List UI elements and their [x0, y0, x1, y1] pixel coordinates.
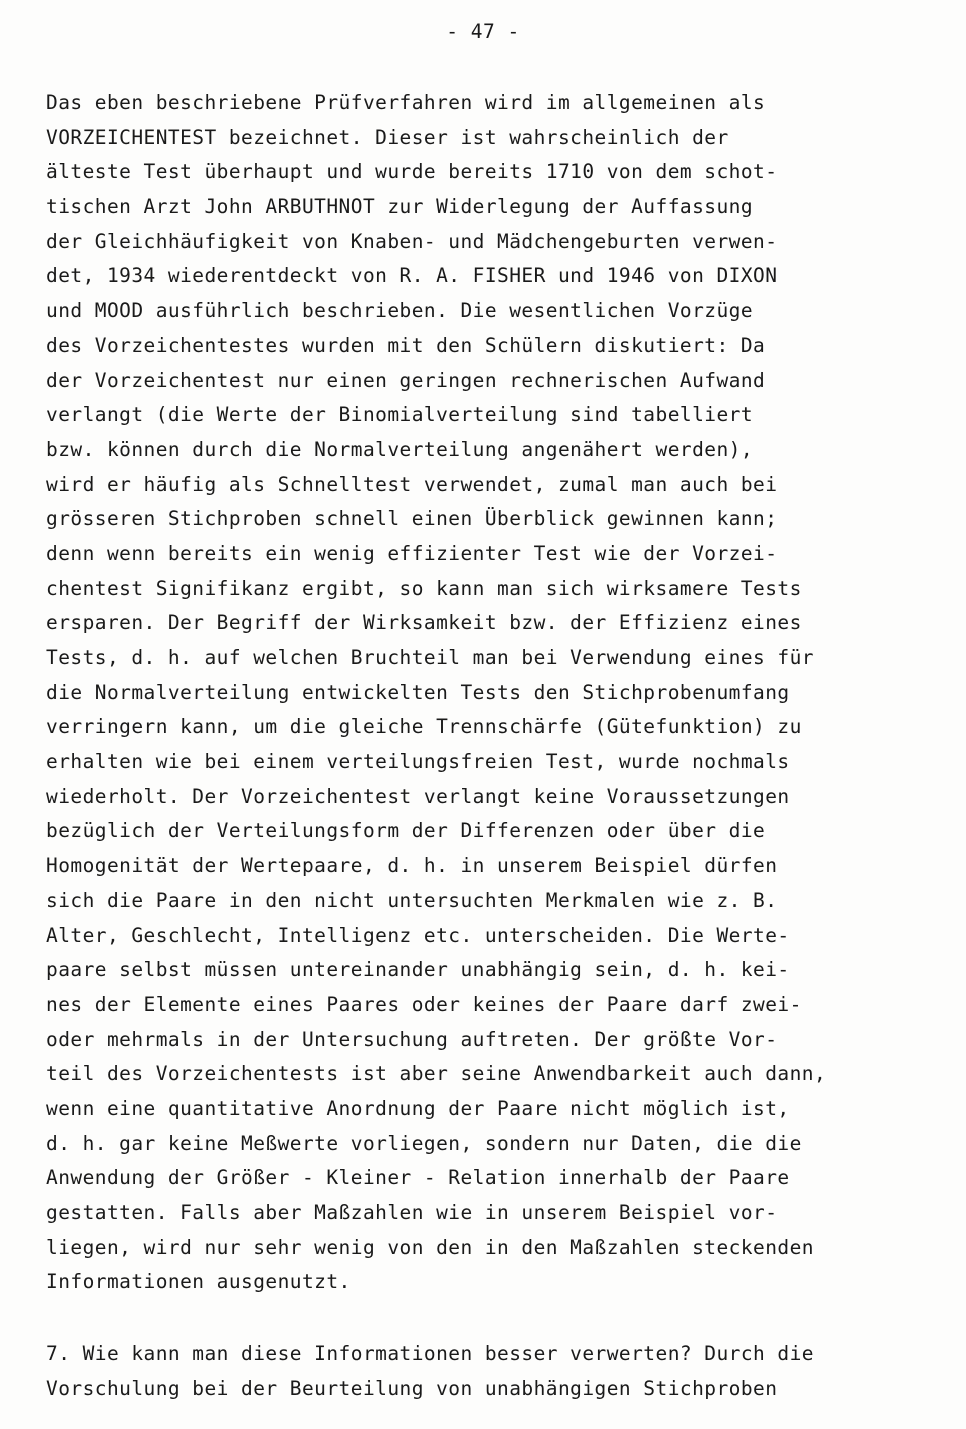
- paragraph: [46, 1337, 926, 1406]
- text-line: 7. Wie kann man diese Informationen besser verwerten? Durch die: [46, 1342, 814, 1365]
- text-line: Tests, d. h. auf welchen Bruchteil man bei Verwendung eines für: [46, 646, 814, 669]
- text-line: wiederholt. Der Vorzeichentest verlangt keine Voraussetzungen: [46, 784, 790, 808]
- text-line: der Gleichhäufigkeit von Knaben- und Mädchengeburten verwen-: [46, 229, 778, 253]
- text-line: die Normalverteilung entwickelten Tests den Stichprobenumfang: [46, 680, 790, 704]
- text-line: Anwendung der Größer - Kleiner - Relation innerhalb der Paare: [46, 1166, 790, 1190]
- text-line: paare selbst müssen untereinander unabhängig sein, d. h. kei-: [46, 958, 790, 982]
- text-line: der Vorzeichentest nur einen geringen rechnerischen Aufwand: [46, 368, 766, 392]
- text-line: bezüglich der Verteilungsform der Differenzen oder über die: [46, 819, 766, 843]
- text-line: VORZEICHENTEST bezeichnet. Dieser ist wahrscheinlich der: [46, 125, 729, 149]
- text-line: Das eben beschriebene Prüfverfahren wird im allgemeinen als: [46, 91, 766, 114]
- text-line: liegen, wird nur sehr wenig von den in den Maßzahlen steckenden: [46, 1235, 814, 1259]
- text-line: Homogenität der Wertepaare, d. h. in unserem Beispiel dürfen: [46, 854, 778, 878]
- text-line: älteste Test überhaupt und wurde bereits 1710 von dem schot-: [46, 160, 778, 184]
- text-line: Informationen ausgenutzt.: [46, 1270, 351, 1294]
- paragraph: [46, 86, 926, 1300]
- text-line: wird er häufig als Schnelltest verwendet, zumal man auch bei: [46, 472, 778, 496]
- text-line: des Vorzeichentestes wurden mit den Schülern diskutiert: Da: [46, 333, 766, 357]
- text-line: bzw. können durch die Normalverteilung angenähert werden),: [46, 437, 754, 461]
- text-line: verringern kann, um die gleiche Trennschärfe (Gütefunktion) zu: [46, 715, 802, 739]
- text-line: oder mehrmals in der Untersuchung auftreten. Der größte Vor-: [46, 1027, 778, 1051]
- text-line: Vorschulung bei der Beurteilung von unabhängigen Stichproben: [46, 1376, 778, 1400]
- text-line: denn wenn bereits ein wenig effizienter Test wie der Vorzei-: [46, 541, 778, 565]
- page-number: - 47 -: [446, 20, 520, 43]
- text-line: chentest Signifikanz ergibt, so kann man sich wirksamere Tests: [46, 576, 802, 600]
- text-line: ersparen. Der Begriff der Wirksamkeit bzw. der Effizienz eines: [46, 611, 802, 635]
- text-line: sich die Paare in den nicht untersuchten Merkmalen wie z. B.: [46, 888, 778, 912]
- text-line: Alter, Geschlecht, Intelligenz etc. unterscheiden. Die Werte-: [46, 923, 790, 947]
- text-line: gestatten. Falls aber Maßzahlen wie in unserem Beispiel vor-: [46, 1201, 778, 1224]
- text-line: wenn eine quantitative Anordnung der Paare nicht möglich ist,: [46, 1096, 790, 1120]
- text-line: det, 1934 wiederentdeckt von R. A. FISHER und 1946 von DIXON: [46, 264, 778, 288]
- text-line: verlangt (die Werte der Binomialverteilung sind tabelliert: [46, 403, 754, 427]
- text-line: teil des Vorzeichentests ist aber seine Anwendbarkeit auch dann,: [46, 1062, 827, 1086]
- text-line: d. h. gar keine Meßwerte vorliegen, sondern nur Daten, die die: [46, 1131, 802, 1155]
- text-line: erhalten wie bei einem verteilungsfreien Test, wurde nochmals: [46, 750, 790, 774]
- text-line: grösseren Stichproben schnell einen Überblick gewinnen kann;: [46, 507, 778, 531]
- text-line: und MOOD ausführlich beschrieben. Die wesentlichen Vorzüge: [46, 299, 754, 323]
- text-line: tischen Arzt John ARBUTHNOT zur Widerlegung der Auffassung: [46, 195, 754, 219]
- text-line: nes der Elemente eines Paares oder keines der Paare darf zwei-: [46, 992, 802, 1016]
